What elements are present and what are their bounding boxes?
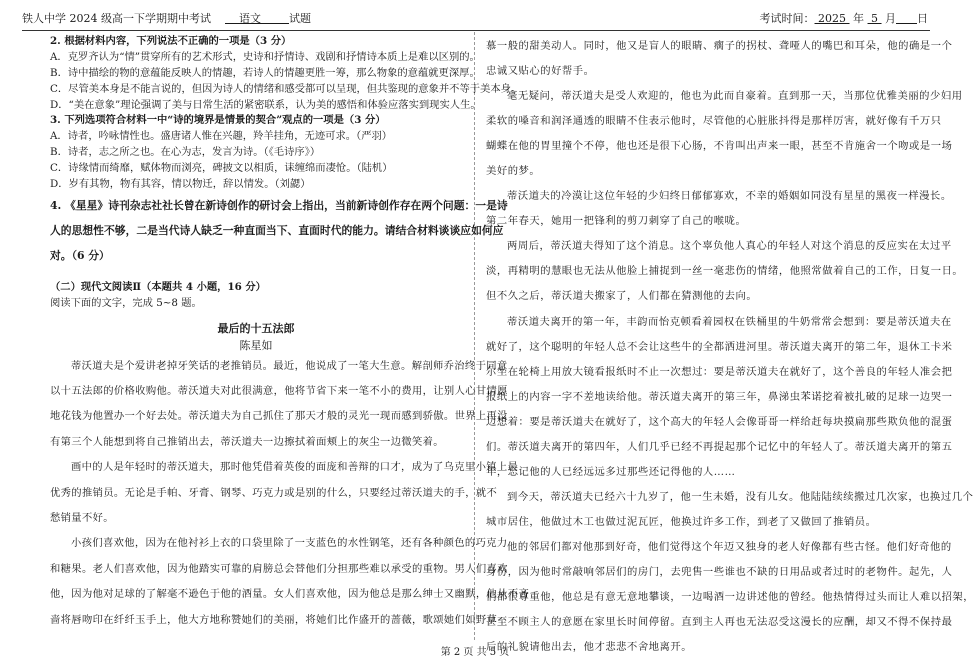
story-line: 年，忘记他的人已经远远多过那些还记得他的人…… (486, 465, 736, 478)
right-column (486, 34, 974, 654)
header-day (896, 12, 917, 25)
question-4-line: 对。（6 分） (50, 248, 110, 262)
question-4-line: 4. 《星星》诗刊杂志社社长曾在新诗创作的研讨会上指出，当前新诗创作存在两个问题：一是诗 (50, 198, 508, 212)
q3-option-d: D．岁有其物，物有其容，情以物迁，辞以情发。（刘勰） (50, 178, 311, 191)
q2-option-b: B．诗中描绘的物的意蕴能反映人的情趣，若诗人的情趣更胜一筹，那么物象的意蕴就更深厚。 (50, 66, 480, 79)
q2-option-a: A．克罗齐认为“情”贯穿所有的艺术形式，史诗和抒情诗、戏剧和抒情诗本质上是难以区别的。 (50, 50, 480, 63)
section-heading: （二）现代文阅读Ⅱ（本题共 4 小题，16 分） (50, 280, 266, 293)
question-3: 3. 下列选项符合材料一中“诗的境界是情景的契合”观点的一项是（3 分） (50, 114, 386, 127)
reading-instruction: 阅读下面的文字，完成 5~8 题。 (50, 296, 202, 309)
story-line: 蒂沃道夫离开的第一年，丰韵而怡克顿看着园权在铁桶里的牛奶常常会想到：要是蒂沃道夫在 (507, 315, 952, 328)
story-line: 愁销量不好。 (50, 512, 114, 525)
story-line: 淡，再精明的慧眼也无法从他脸上捕捉到一丝一毫悲伤的情绪，他照常做着自己的工作，日复一日。 (486, 265, 964, 278)
story-line: 尔坐在轮椅上用放大镜看报纸时不止一次想过：要是蒂沃道夫在就好了，这个善良的年轻人准会把 (486, 365, 953, 378)
story-line: 蝴蝶在他的胃里撞个不停，他也还是很下心肠，不肯叫出声来一眼，甚至不肯施舍一个吻或是一场 (486, 140, 953, 153)
story-line: 第二年春天，她用一把锋利的剪刀刺穿了自己的喉咙。 (486, 215, 747, 228)
header-exam: 试题 (288, 12, 311, 25)
header-school: 铁人中学 2024 级高一下学期期中考试 (22, 12, 211, 25)
story-line: 就好了，这个聪明的年轻人总不会让这些牛的全都洒进河里。蒂沃道夫离开的第二年，退休工卡米 (486, 340, 953, 353)
story-line: 城市居住，他做过木工也做过泥瓦匠，他换过许多工作，到老了又做回了推销员。 (486, 515, 877, 528)
page-header (22, 11, 928, 27)
story-line: 身份，因为他时常敲响邻居们的房门，去兜售一些谁也不缺的日用品或者过时的老物件。起先，人 (486, 565, 953, 578)
header-left (22, 11, 311, 27)
q2-option-c: C．尽管美本身是不能言说的，但因为诗人的情绪和感受都可以呈现，但共鉴现的意象并不等于美本身。 (50, 82, 522, 95)
header-month: 5 (871, 12, 879, 25)
story-line: 柔软的嗓音和润泽通透的眼睛不住表示他时，尽管他的心脏胀抖得是那样厉害，就好像有千万只 (486, 115, 942, 128)
header-right (760, 11, 928, 27)
story-line: 们。蒂沃道夫离开的第四年，人们几乎已经不再提起那个记忆中的年轻人了。蒂沃道夫离开的第五 (486, 440, 953, 453)
question-2: 2. 根据材料内容，下列说法不正确的一项是（3 分） (50, 35, 292, 47)
q3-option-c: C．诗缘情而绮靡，赋体物而浏亮，碑披文以相质，诔缠绵而凄怆。（陆机） (50, 162, 393, 175)
story-title: 最后的十五法郎 (217, 321, 295, 335)
story-line: 他的邻居们都对他那到好奇，他们觉得这个年迈又独身的老人好像都有些古怪。他们好奇他的 (507, 540, 952, 553)
story-line: 以十五法郎的价格收购他。蒂沃道夫对此很满意，他将节省下来一笔不小的费用，让别人心甘情愿 (50, 385, 508, 398)
header-subject: 语文 (239, 12, 261, 25)
story-line: 优秀的推销员。无论是手帕、牙膏、钢琴、巧克力或是别的什么，只要经过蒂沃道夫的手，就不 (50, 486, 498, 499)
header-time-label: 考试时间： (759, 12, 815, 25)
story-line: 但不久之后，蒂沃道夫搬家了，人们都在猜测他的去向。 (486, 290, 758, 303)
story-line: 小孩们喜欢他，因为在他衬衫上衣的口袋里除了一支蓝色的水性钢笔，还有各种颜色的巧克力 (71, 537, 508, 550)
story-line: 和糖果。老人们喜欢他，因为他踏实可靠的肩膀总会替他们分担那些难以承受的重物。男人们喜欢 (50, 562, 508, 575)
header-year-unit: 年 (849, 12, 868, 25)
story-line: 慕一般的甜美动人。同时，他又是盲人的眼睛、瘸子的拐杖、聋哑人的嘴巴和耳朵，他的确是一个 (486, 40, 953, 52)
story-line: 蒂沃道夫的冷漠让这位年轻的少妇终日郁郁寡欢，不幸的婚姻如同没有星星的黑夜一样漫长。 (507, 190, 952, 203)
story-line: 有第三个人能想到将自己推销出去，蒂沃道夫一边擦拭着面颊上的灰尘一边微笑着。 (50, 435, 444, 448)
story-line: 他，因为他对足球的了解毫不逊色于他的酒量。女人们喜欢他，因为他总是那么绅士又幽默，他从不吝 (50, 588, 530, 601)
story-line: 美好的梦。 (486, 165, 541, 178)
story-line: 报纸上的内容一字不差地读给他。蒂沃道夫离开的第三年，鼻涕虫苯诺挖着被扎破的足球一边哭一 (486, 390, 953, 403)
story-line: 甚至不顾主人的意愿在家里长时间停留。直到主人再也无法忍受这漫长的应酬，却又不得不保持最 (486, 616, 953, 629)
story-line: 两周后，蒂沃道夫得知了这个消息。这个辜负他人真心的年轻人对这个消息的反应实在太过平 (507, 240, 952, 253)
header-day-unit: 日 (917, 12, 928, 25)
story-line: 后的礼貌请他出去，他才悲悲不舍地离开。 (486, 641, 693, 654)
story-line: 忠诚又贴心的好帮手。 (486, 65, 595, 78)
q3-option-a: A．诗者，吟咏情性也。盛唐诸人惟在兴趣，羚羊挂角，无迹可求。（严羽） (50, 130, 393, 143)
story-line: 边想着：要是蒂沃道夫在就好了，这个高大的年轻人会像哥哥一样给赶每块摸扁那些欺负他的混蛋 (486, 415, 953, 428)
story-author: 陈星如 (239, 338, 273, 352)
story-line: 到今天，蒂沃道夫已经六十九岁了，他一生未婚，没有儿女。他陆陆续续搬过几次家，也换过几个 (507, 490, 974, 503)
story-line: 毫无疑问，蒂沃道夫是受人欢迎的，他也为此而自豪着。直到那一天，当那位优雅美丽的少妇用 (507, 90, 963, 103)
page-footer: 第 2 页 共 5 页 (440, 647, 510, 658)
story-line: 蒂沃道夫是个爱讲老掉牙笑话的老推销员。最近，他说成了一笔大生意。解剖师乔治终于同意 (71, 359, 508, 372)
story-line: 地花钱为他置办一个好去处。蒂沃道夫为自己抓住了那天才般的灵光一现而感到骄傲。世界上再没 (50, 410, 508, 423)
header-month-unit: 月 (881, 12, 897, 25)
story-line: 啬将唇吻印在纤纤玉手上，他大方地称赞她们的美丽，将她们比作盛开的蔷薇，歌颂她们如野草 (50, 613, 498, 626)
q3-option-b: B．诗者，志之所之也。在心为志，发言为诗。（《毛诗序》） (50, 146, 321, 159)
question-4-line: 人的思想性不够，二是当代诗人缺乏一种直面当下、直面时代的能力。请结合材料谈谈应如何应 (50, 223, 504, 237)
story-line: 画中的人是年轻时的蒂沃道夫，那时他凭借着英俊的面庞和善辩的口才，成为了乌克里小镇上最 (71, 461, 519, 474)
header-rule (22, 30, 930, 31)
story-line: 们都很尊重他，他总是有意无意地攀谈，一边喝酒一边讲述他的曾经。他热情得过头而让人难以招架， (486, 591, 974, 604)
header-year: 2025 (818, 12, 847, 25)
q2-option-d: D．“美在意象”理论强调了美与日常生活的紧密联系，认为美的感悟和体验应落实到现实人生。 (50, 98, 481, 111)
